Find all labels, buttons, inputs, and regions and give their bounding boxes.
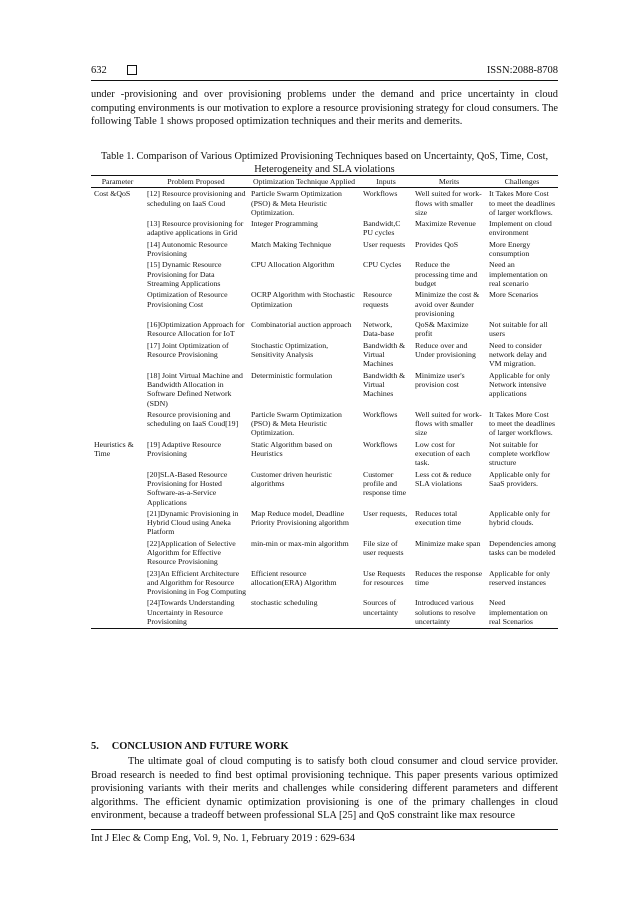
table-cell: Map Reduce model, Deadline Priority Provisioning algorithm (251, 508, 349, 528)
table-cell: [23]An Efficient Architecture and Algorithm for Resource Provisioning in Fog Computing (147, 568, 246, 597)
table-cell: Workflows (363, 189, 398, 199)
table-body (91, 188, 558, 629)
table-cell: Customer profile and response time (363, 469, 407, 498)
column-header: Optimization Technique Applied (248, 176, 360, 188)
table-row (91, 260, 558, 290)
table-cell: Workflows (363, 439, 398, 449)
table-cell: Minimize make span (415, 538, 481, 548)
table-cell: Not suitable for all users (489, 320, 548, 339)
table-cell: [21]Dynamic Provisioning in Hybrid Cloud using Aneka Platform (147, 508, 239, 537)
table-cell: Bandwidth & Virtual Machines (363, 340, 406, 369)
table-row (91, 320, 558, 341)
table-cell: Workflows (363, 409, 398, 419)
table-cell: Well suited for work-flows with smaller size (415, 189, 482, 217)
page-header (91, 60, 558, 80)
table-cell: Network, Data-base (363, 320, 395, 339)
table-cell: [16]Optimization Approach for Resource Allocation for IoT (147, 320, 245, 339)
conclusion-paragraph: The ultimate goal of cloud computing is to satisfy both cloud consumer and cloud service provider. Broad research is needed to find best optimal provisioning technique. This paper presents various optimized provisioning variants with their merits and challenges while considering different parameters and different algorithms. The efficient dynamic optimization provisioning is one of the primary challenges in cloud environment, because a tradeoff between professional SLA [25] and QoS constraint like max resource (91, 756, 558, 821)
table-cell: [12] Resource provisioning and scheduling on IaaS Coud (147, 189, 246, 208)
table-cell (91, 509, 144, 539)
table-cell: Applicable only for SaaS providers. (489, 469, 551, 488)
table-cell: [18] Joint Virtual Machine and Bandwidth Allocation in Software Defined Network (SDN) (147, 370, 243, 408)
table-cell: Minimize the cost & avoid over &under provisioning (415, 290, 480, 318)
table-cell: Bandwidt,C PU cycles (363, 219, 401, 238)
column-header: Merits (412, 176, 486, 188)
table-cell: Optimization of Resource Provisioning Cost (147, 290, 228, 309)
table-cell: [15] Dynamic Resource Provisioning for Data Streaming Applications (147, 260, 222, 288)
table-row (91, 440, 558, 470)
table-cell: [13] Resource provisioning for adaptive applications in Grid (147, 219, 244, 238)
table-cell: Customer driven heuristic algorithms (251, 469, 332, 488)
table-row (91, 240, 558, 261)
table-cell: Use Requests for resources (363, 568, 406, 587)
table-cell: [20]SLA-Based Resource Provisioning for Hosted Software-as-a-Service Applications (147, 469, 228, 507)
table-cell: Sources of uncertainty (360, 598, 412, 628)
table-cell: Provides QoS (415, 239, 459, 249)
table-cell (91, 371, 144, 410)
table-row (91, 569, 558, 599)
table-cell: Reduces the response time (415, 568, 483, 587)
table-cell (91, 341, 144, 371)
table-cell: Need implementation on real Scenarios (486, 598, 558, 628)
table-cell: Particle Swarm Optimization (PSO) & Meta Heuristic Optimization. (251, 409, 342, 438)
column-header: Challenges (486, 176, 558, 188)
table-row (91, 290, 558, 320)
table-cell: User requests, (363, 508, 408, 518)
table-cell: [24]Towards Understanding Uncertainty in Resource Provisioning (144, 598, 248, 628)
table-cell: stochastic scheduling (248, 598, 360, 628)
table-cell: Less cot & reduce SLA violations (415, 469, 472, 488)
table-cell: Well suited for work-flows with smaller size (415, 409, 482, 438)
table-cell: min-min or max-min algorithm (251, 538, 349, 548)
table-cell (91, 569, 144, 599)
table-cell: Reduce over and Under provisioning (415, 340, 476, 360)
table-cell: [17] Joint Optimization of Resource Provisioning (147, 340, 229, 360)
table-cell (91, 410, 144, 440)
table-row (91, 539, 558, 569)
table-cell (91, 260, 144, 290)
table-cell (91, 598, 144, 628)
column-header: Problem Proposed (144, 176, 248, 188)
table-cell: Bandwidth & Virtual Machines (363, 370, 406, 399)
table-cell: Cost &QoS (94, 189, 131, 199)
table-cell: CPU Cycles (363, 260, 402, 270)
intro-paragraph: under -provisioning and over provisioning problems under the demand and price uncertainty in cloud computing environments is our motivation to explore a resource provisioning strategy for cloud consumers. The following Table 1 shows proposed optimization techniques and their merits and demerits. (91, 89, 558, 127)
table-cell: Match Making Technique (251, 239, 332, 249)
table-header-row (91, 176, 558, 188)
table-cell: More Energy consumption (489, 239, 531, 259)
table-cell: File size of user requests (363, 538, 404, 557)
table-cell: Stochastic Optimization, Sensitivity Analysis (251, 340, 329, 360)
table-row (91, 371, 558, 410)
table-cell: It Takes More Cost to meet the deadlines of larger workflows. (489, 189, 556, 217)
table-cell: Dependencies among tasks can be modeled (489, 538, 556, 557)
comparison-table (91, 175, 558, 629)
table-cell: Efficient resource allocation(ERA) Algorithm (251, 568, 337, 587)
table-cell: Low cost for execution of each task. (415, 439, 470, 468)
table-cell: Applicable for only reserved instances (489, 568, 551, 587)
table-cell: Resource requests (363, 290, 393, 309)
table-caption: Table 1. Comparison of Various Optimized Provisioning Techniques based on Uncertainty, QoS, Time, Cost, Heterogeneity and SLA violations (100, 151, 549, 175)
column-header: Parameter (91, 176, 144, 188)
table-row (91, 509, 558, 539)
table-cell: QoS& Maximize profit (415, 320, 469, 339)
table-cell: [22]Application of Selective Algorithm for Effective Resource Provisioning (147, 538, 236, 567)
table-cell: Reduce the processing time and budget (415, 260, 478, 288)
table-cell: [14] Autonomic Resource Provisioning (147, 239, 228, 259)
table-cell: Applicable for only Network intensive applications (489, 370, 551, 399)
table-cell: Minimize user's provision cost (415, 370, 465, 389)
table-row (91, 470, 558, 509)
table-row (91, 410, 558, 440)
table-cell (91, 240, 144, 261)
page-footer: Int J Elec & Comp Eng, Vol. 9, No. 1, February 2019 : 629-634 (91, 833, 355, 844)
table-cell (91, 320, 144, 341)
section-heading: 5. CONCLUSION AND FUTURE WORK (91, 741, 289, 752)
table-cell: Need to consider network delay and VM migration. (489, 340, 547, 369)
table-cell: Not suitable for complete workflow structure (489, 439, 550, 468)
table-cell (91, 539, 144, 569)
table-cell: Resource provisioning and scheduling on IaaS Coud[19] (147, 409, 239, 429)
table-cell: More Scenarios (489, 290, 539, 300)
table-cell: It Takes More Cost to meet the deadlines of larger workflows. (489, 409, 556, 438)
table-cell (91, 290, 144, 320)
table-cell: Particle Swarm Optimization (PSO) & Meta Heuristic Optimization. (251, 189, 342, 217)
table-cell: User requests (363, 239, 406, 249)
table-row (91, 341, 558, 371)
table-cell: Deterministic formulation (251, 370, 333, 380)
table-cell: Applicable only for hybrid clouds. (489, 508, 551, 528)
table-row (91, 219, 558, 240)
table-cell: Maximize Revenue (415, 219, 476, 229)
table-cell: Combinatorial auction approach (251, 320, 352, 330)
issn: ISSN:2088-8708 (486, 64, 558, 76)
table-row (91, 598, 558, 628)
table-cell: [19] Adaptive Resource Provisioning (147, 439, 222, 459)
header-rule (91, 80, 558, 81)
table-row (91, 188, 558, 219)
column-header: Inputs (360, 176, 412, 188)
table-cell: Need an implementation on real scenario (489, 260, 548, 288)
table-cell: Heuristics & Time (94, 439, 134, 459)
square-icon (127, 65, 137, 75)
table-cell: Reduces total execution time (415, 508, 462, 528)
footer-rule (91, 829, 558, 830)
table-cell: CPU Allocation Algorithm (251, 260, 335, 270)
table-cell: Static Algorithm based on Heuristics (251, 439, 333, 459)
table-cell: Introduced various solutions to resolve uncertainty (412, 598, 486, 628)
table-cell (91, 470, 144, 509)
table-cell (91, 219, 144, 240)
table-cell: OCRP Algorithm with Stochastic Optimization (251, 290, 355, 309)
table-cell: Integer Programming (251, 219, 318, 229)
table-cell: Implement on cloud environment (489, 219, 552, 238)
page-number: 632 (91, 64, 107, 76)
